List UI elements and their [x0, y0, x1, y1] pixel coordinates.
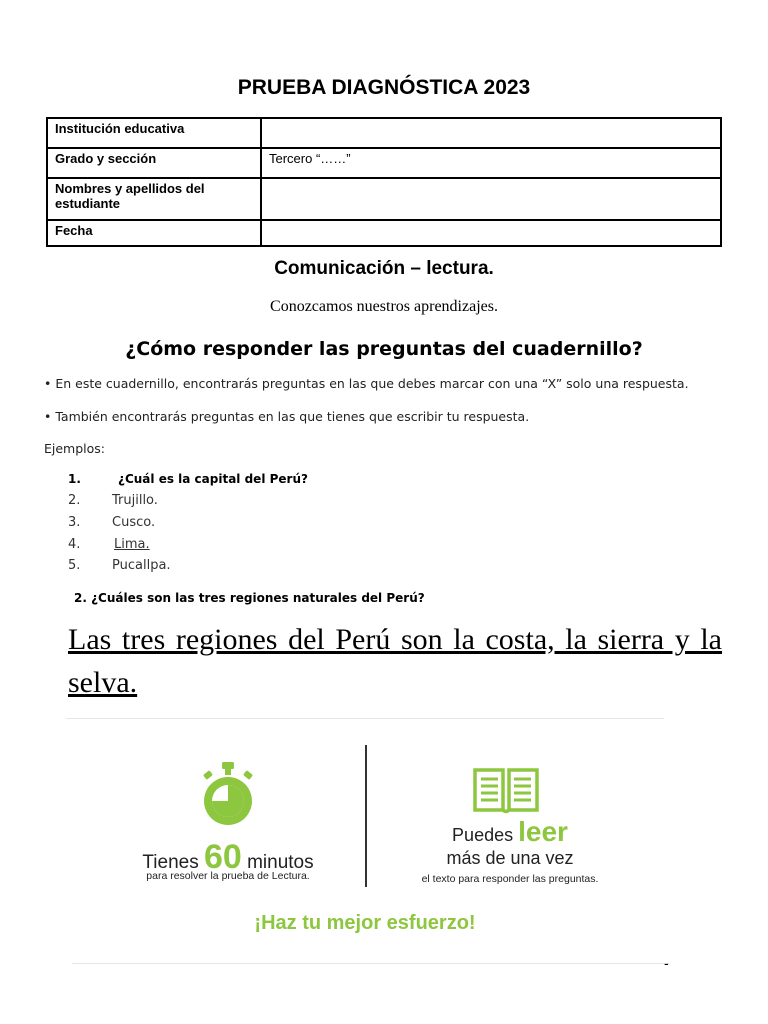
question2-text: 2. ¿Cuáles son las tres regiones naturales del Perú? [74, 591, 425, 605]
label-nombres: Nombres y apellidos del estudiante [47, 178, 261, 220]
label-fecha: Fecha [47, 220, 261, 246]
open-book-icon [472, 764, 540, 814]
value-grado[interactable]: Tercero “……” [261, 148, 721, 178]
option-number: 2. [68, 493, 81, 508]
encouragement-text: ¡Haz tu mejor esfuerzo! [254, 912, 476, 934]
read-line2: más de una vez [446, 848, 574, 868]
footer-mark: - [664, 955, 669, 971]
read-prefix: Puedes [452, 825, 514, 845]
instruction-bullet: • También encontrarás preguntas en las que tienes que escribir tu respuesta. [44, 409, 530, 424]
question2-answer[interactable]: Las tres regiones del Perú son la costa, la sierra y la selva. [68, 623, 722, 699]
banner-divider [365, 745, 367, 887]
option-number: 4. [68, 537, 81, 552]
time-suffix: minutos [247, 852, 314, 873]
stopwatch-icon [198, 762, 258, 828]
divider-top [66, 718, 664, 719]
option-trujillo[interactable]: Trujillo. [112, 493, 158, 508]
instructions-title: ¿Cómo responder las preguntas del cuadernillo? [125, 338, 643, 360]
time-subtext: para resolver la prueba de Lectura. [146, 870, 310, 882]
table-row [47, 118, 721, 148]
student-info-table [46, 117, 722, 247]
table-row [47, 148, 721, 178]
value-fecha[interactable] [261, 220, 721, 246]
time-number: 60 [203, 838, 242, 876]
table-row [47, 178, 721, 220]
reading-info-panel [392, 760, 628, 890]
time-info-panel [110, 760, 346, 890]
option-lima-selected[interactable]: Lima. [114, 537, 150, 552]
label-grado: Grado y sección [47, 148, 261, 178]
option-number: 3. [68, 515, 81, 530]
table-row [47, 220, 721, 246]
read-headline [392, 816, 628, 848]
examples-label: Ejemplos: [44, 441, 106, 456]
instruction-bullet: • En este cuadernillo, encontrarás preguntas en las que debes marcar con una “X” solo una respuesta. [44, 376, 689, 391]
time-prefix: Tienes [142, 852, 199, 873]
option-number: 5. [68, 558, 81, 573]
question1-number: 1. [68, 472, 81, 486]
value-institucion[interactable] [261, 118, 721, 148]
option-pucallpa[interactable]: Pucallpa. [112, 558, 171, 573]
read-big-word: leer [518, 816, 568, 847]
read-subtext: el texto para responder las preguntas. [421, 873, 599, 885]
intro-text: Conozcamos nuestros aprendizajes. [270, 298, 498, 315]
page-title: PRUEBA DIAGNÓSTICA 2023 [237, 76, 531, 99]
divider-bottom [72, 963, 670, 964]
value-nombres[interactable] [261, 178, 721, 220]
label-institucion: Institución educativa [47, 118, 261, 148]
option-cusco[interactable]: Cusco. [112, 515, 156, 530]
subject-heading: Comunicación – lectura. [274, 258, 494, 279]
question1-text: ¿Cuál es la capital del Perú? [118, 472, 308, 486]
